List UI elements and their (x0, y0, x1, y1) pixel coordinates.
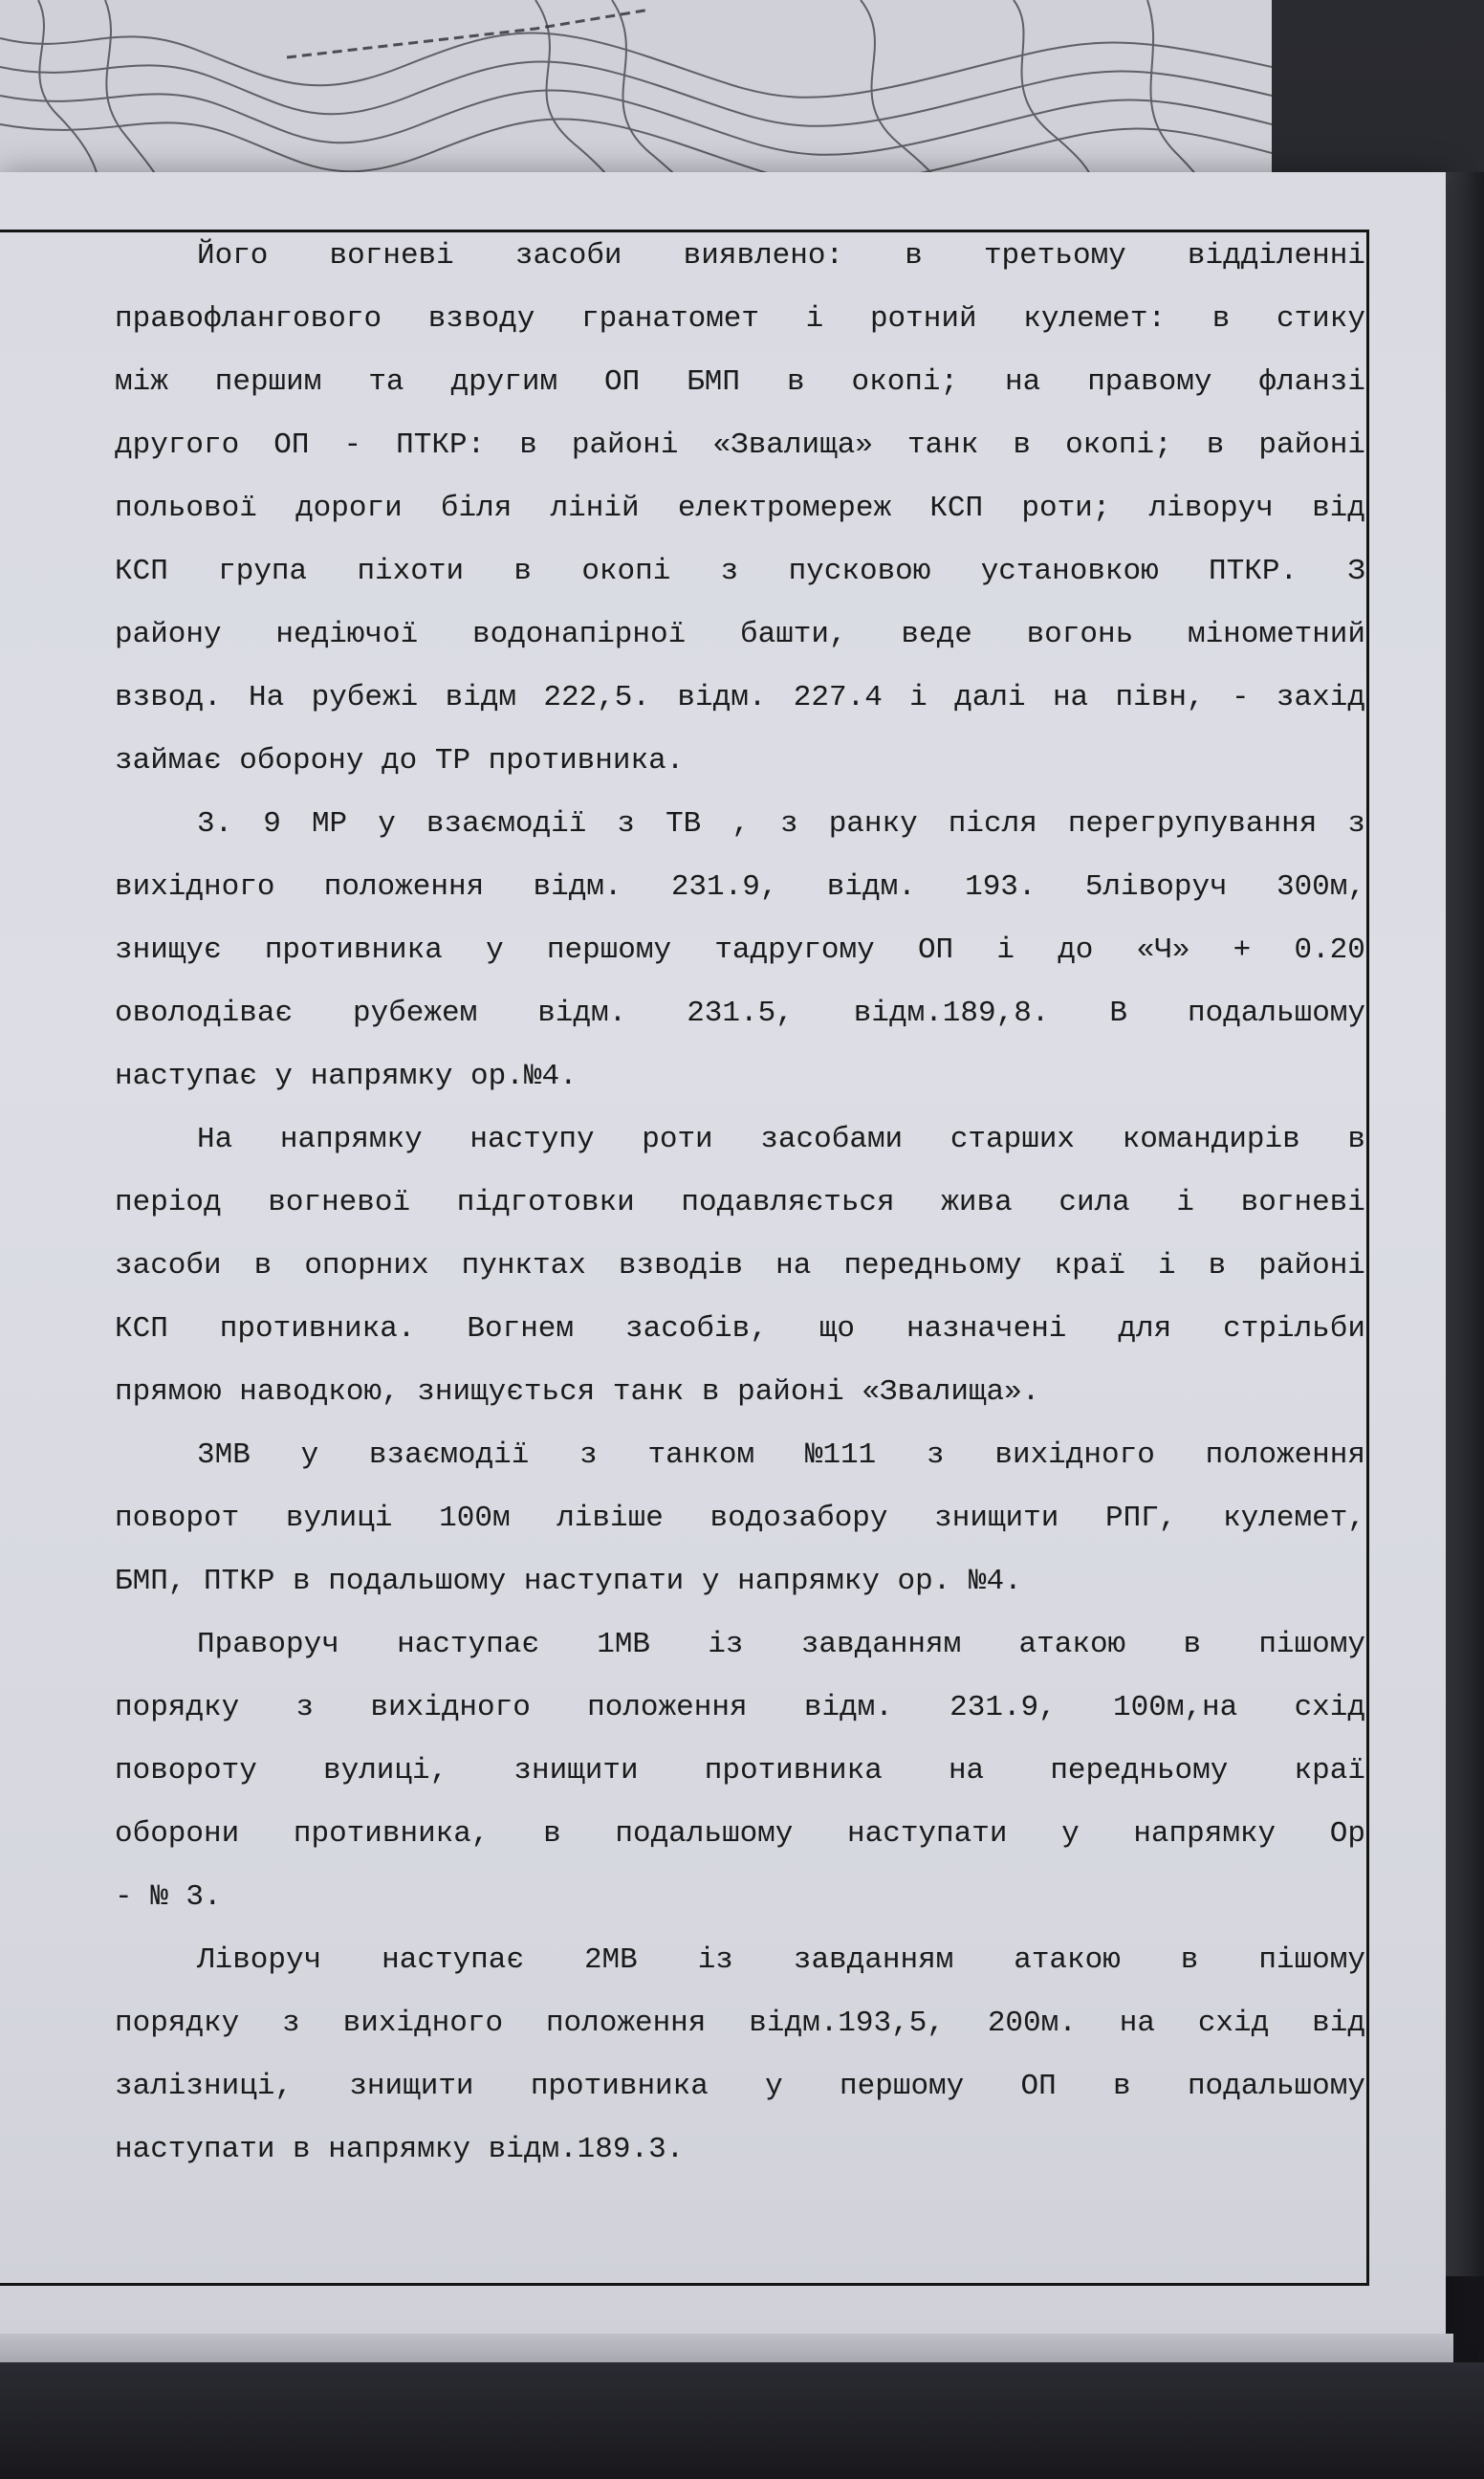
word: відм.189,8. (853, 997, 1050, 1030)
word: ліній (550, 492, 640, 525)
word: ОП (273, 428, 310, 462)
word: 3. (197, 807, 233, 841)
word: з (295, 1691, 315, 1724)
word: окопі (581, 555, 671, 588)
word: 3МВ (197, 1438, 251, 1472)
word: 3. (186, 1880, 222, 1914)
word: танк (906, 428, 979, 462)
word: взаємодії (368, 1438, 530, 1472)
word: танк (612, 1375, 685, 1409)
word: вихідного (342, 2007, 504, 2040)
word: до (382, 744, 418, 778)
word: Праворуч (197, 1628, 339, 1661)
word: напрямку (328, 2133, 471, 2166)
text-line (115, 1298, 1365, 1361)
word: командирів (1122, 1123, 1300, 1156)
word: наводкою, (239, 1375, 400, 1409)
word: відм. (803, 1691, 893, 1724)
word: порядку (115, 1691, 240, 1724)
word: З (1347, 555, 1365, 588)
word: вихідного (994, 1438, 1155, 1472)
word: з (1347, 807, 1365, 841)
text-line (115, 1108, 1365, 1172)
word: передньому (1050, 1754, 1229, 1788)
word: ротний (869, 302, 977, 336)
word: положення (323, 870, 485, 904)
word: положення (1205, 1438, 1365, 1472)
word: другим (450, 365, 558, 399)
word: оборону (239, 744, 364, 778)
word: з (617, 807, 636, 841)
word: наступати (847, 1817, 1008, 1851)
word: виявлено: (683, 239, 844, 273)
word: 227.4 (793, 681, 883, 714)
word: №4. (968, 1565, 1022, 1598)
word: і (909, 681, 928, 714)
text-line (115, 603, 1365, 667)
text-line (115, 414, 1365, 477)
text-line (115, 793, 1365, 856)
word: БМП (687, 365, 740, 399)
word: башти, (740, 618, 847, 651)
word: установкою (980, 555, 1159, 588)
word: та (368, 365, 404, 399)
word: вогонь (1026, 618, 1134, 651)
word: Ліворуч (197, 1943, 322, 1977)
word: відм.189.3. (488, 2133, 685, 2166)
word: у (300, 1438, 319, 1472)
word: знищити (934, 1502, 1059, 1535)
word: МР (311, 807, 348, 841)
word: Ор (1329, 1817, 1365, 1851)
word: РПГ, (1105, 1502, 1177, 1535)
word: в (253, 1249, 273, 1283)
word: період (115, 1186, 222, 1219)
word: після (948, 807, 1037, 841)
word: у (1061, 1817, 1080, 1851)
word: в (293, 2133, 311, 2166)
word: мінометний (1187, 618, 1365, 651)
word: в (519, 428, 537, 462)
text-line (115, 1992, 1365, 2055)
word: сила (1058, 1186, 1130, 1219)
word: пунктах (461, 1249, 586, 1283)
word: що (818, 1312, 855, 1346)
word: на (948, 1754, 985, 1788)
word: На (197, 1123, 233, 1156)
word: дороги (295, 492, 403, 525)
word: порядку (115, 2007, 240, 2040)
word: 100м,на (1113, 1691, 1238, 1724)
word: положення (545, 2007, 707, 2040)
word: наступає (382, 1943, 524, 1977)
word: 231.5, (687, 997, 794, 1030)
word: з (720, 555, 739, 588)
word: на (1119, 2007, 1155, 2040)
word: відм.193,5, (749, 2007, 945, 2040)
word: окопі; (851, 365, 959, 399)
text-line (115, 919, 1365, 982)
word: районі (571, 428, 679, 462)
document-page (0, 172, 1446, 2362)
word: першому (840, 2070, 965, 2103)
word: від (1312, 492, 1365, 525)
word: КСП (115, 555, 168, 588)
word: ПТКР (204, 1565, 275, 1598)
word: підготовки (456, 1186, 635, 1219)
word: і (1176, 1186, 1195, 1219)
word: передньому (843, 1249, 1022, 1283)
word: ранку (828, 807, 918, 841)
word: другого (115, 428, 240, 462)
word: 100м (439, 1502, 511, 1535)
word: противника. (219, 1312, 416, 1346)
word: «Ч» (1136, 933, 1190, 967)
word: ор.№4. (470, 1060, 578, 1093)
word: напрямку (737, 1565, 880, 1598)
word: з (282, 2007, 300, 2040)
word: районі (1258, 428, 1365, 462)
text-line (115, 1172, 1365, 1235)
text-line (115, 225, 1365, 288)
word: Вогнем (467, 1312, 575, 1346)
word: 2МВ (583, 1943, 638, 1977)
word: пішому (1258, 1943, 1365, 1977)
word: засоби (514, 239, 622, 273)
word: ОП (917, 933, 954, 967)
word: вихідного (115, 870, 275, 904)
word: в (1113, 2070, 1131, 2103)
word: у (765, 2070, 783, 2103)
word: 200м. (987, 2007, 1077, 2040)
word: правому (1087, 365, 1212, 399)
word: В (1109, 997, 1127, 1030)
word: противника (530, 2070, 709, 2103)
text-line (115, 1045, 1365, 1108)
word: БМП, (115, 1565, 186, 1598)
word: рубежі (311, 681, 419, 714)
word: взводів (618, 1249, 744, 1283)
word: подавляється (681, 1186, 895, 1219)
word: засоби (115, 1249, 222, 1283)
text-line (115, 1929, 1365, 1992)
word: вулиці (285, 1502, 393, 1535)
word: роти (642, 1123, 713, 1156)
word: залізниці, (115, 2070, 294, 2103)
word: + (1233, 933, 1252, 967)
word: районі (737, 1375, 844, 1409)
text-line (115, 1235, 1365, 1298)
text-line (115, 1803, 1365, 1866)
word: кулемет, (1223, 1502, 1365, 1535)
word: На (249, 681, 285, 714)
word: назначені (906, 1312, 1067, 1346)
word: відм (445, 681, 517, 714)
word: взаємодії (426, 807, 587, 841)
word: в (1183, 1628, 1202, 1661)
word: «Звалища» (712, 428, 873, 462)
word: в (513, 555, 532, 588)
word: першому (546, 933, 672, 967)
text-line (115, 856, 1365, 919)
word: подальшому (1187, 997, 1365, 1030)
word: положення (587, 1691, 748, 1724)
word: кулемет: (1023, 302, 1167, 336)
word: 231.9, (670, 870, 778, 904)
word: перегрупування (1067, 807, 1318, 841)
word: пусковою (788, 555, 931, 588)
word: схід (1294, 1691, 1365, 1724)
word: наступати (115, 2133, 275, 2166)
word: оволодіває (115, 997, 294, 1030)
word: ор. (897, 1565, 951, 1598)
word: знищується (417, 1375, 596, 1409)
word: противника. (488, 744, 685, 778)
word: подальшому (328, 1565, 507, 1598)
word: 5ліворуч (1084, 870, 1228, 904)
word: півн, (1115, 681, 1205, 714)
text-line (115, 667, 1365, 730)
word: подальшому (615, 1817, 794, 1851)
word: в (543, 1817, 561, 1851)
word: атакою (1014, 1943, 1121, 1977)
word: в (293, 1565, 311, 1598)
word: електромереж (677, 492, 892, 525)
word: краї (1294, 1754, 1365, 1788)
word: у (274, 1060, 294, 1093)
word: напрямку (1133, 1817, 1277, 1851)
word: ТВ (666, 807, 702, 841)
word: стику (1276, 302, 1365, 336)
word: в (786, 365, 805, 399)
word: відділенні (1187, 239, 1365, 273)
word: вихідного (370, 1691, 531, 1724)
word: старших (949, 1123, 1076, 1156)
word: в (1206, 428, 1225, 462)
word: подальшому (1187, 2070, 1365, 2103)
word: краї (1054, 1249, 1125, 1283)
word: знищити (513, 1754, 639, 1788)
word: прямою (115, 1375, 222, 1409)
word: ТР (434, 744, 471, 778)
word: недіючої (275, 618, 419, 651)
document-text (115, 225, 1365, 2182)
word: знищити (349, 2070, 474, 2103)
page-edge-shadow (1446, 172, 1484, 2276)
word: рубежем (353, 997, 478, 1030)
word: в (905, 239, 923, 273)
word: взводу (427, 302, 535, 336)
word: на (1052, 681, 1089, 714)
word: засобами (760, 1123, 904, 1156)
text-line (115, 1424, 1365, 1487)
word: для (1118, 1312, 1172, 1346)
word: 222,5. (543, 681, 651, 714)
word: у (378, 807, 396, 841)
text-line (115, 730, 1365, 793)
text-line (115, 2055, 1365, 2118)
word: відм. (533, 870, 622, 904)
word: першим (214, 365, 322, 399)
word: відм. (537, 997, 627, 1030)
word: ліворуч (1148, 492, 1274, 525)
word: району (115, 618, 222, 651)
word: відм. (826, 870, 916, 904)
word: напрямку (279, 1123, 423, 1156)
word: і (996, 933, 1015, 967)
word: вогневі (329, 239, 454, 273)
text-line (115, 1866, 1365, 1929)
word: 193. (965, 870, 1037, 904)
word: «Звалища». (862, 1375, 1040, 1409)
word: наступу (469, 1123, 595, 1156)
word: 1МВ (597, 1628, 651, 1661)
word: противника (264, 933, 443, 967)
word: наступати (523, 1565, 685, 1598)
word: лівіше (556, 1502, 664, 1535)
word: - (343, 428, 362, 462)
word: від (1312, 2007, 1365, 2040)
word: вогневі (1240, 1186, 1365, 1219)
text-line (115, 982, 1365, 1045)
text-line (115, 2118, 1365, 2182)
word: ОП (1020, 2070, 1057, 2103)
word: 300м, (1276, 870, 1365, 904)
word: 231.9, (949, 1691, 1057, 1724)
word: група (218, 555, 308, 588)
word: наступає (397, 1628, 539, 1661)
word: з (780, 807, 798, 841)
word: атакою (1018, 1628, 1126, 1661)
text-line (115, 1677, 1365, 1740)
word: у (701, 1565, 720, 1598)
word: опорних (304, 1249, 429, 1283)
word: завданням (793, 1943, 954, 1977)
word: в (1347, 1123, 1365, 1156)
word: засобів, (624, 1312, 768, 1346)
word: ОП (604, 365, 641, 399)
text-line (115, 540, 1365, 603)
table-surface (0, 2362, 1484, 2479)
word: і (1157, 1249, 1176, 1283)
word: у (486, 933, 504, 967)
text-line (115, 1361, 1365, 1424)
word: займає (115, 744, 222, 778)
word: поворот (115, 1502, 240, 1535)
word: третьому (983, 239, 1126, 273)
word: жива (941, 1186, 1013, 1219)
text-line (115, 477, 1365, 540)
word: із (708, 1628, 744, 1661)
word: танком (647, 1438, 755, 1472)
word: в (1013, 428, 1032, 462)
word: з (927, 1438, 945, 1472)
word: піхоти (357, 555, 465, 588)
word: противника (704, 1754, 883, 1788)
word: схід (1197, 2007, 1270, 2040)
word: КСП (929, 492, 984, 525)
word: оборони (115, 1817, 240, 1851)
word: веде (901, 618, 972, 651)
word: з (579, 1438, 598, 1472)
text-line (115, 288, 1365, 351)
word: польової (115, 492, 257, 525)
word: вогневої (268, 1186, 411, 1219)
word: 9 (263, 807, 281, 841)
word: в (1180, 1943, 1199, 1977)
word: біля (440, 492, 513, 525)
word: в (701, 1375, 720, 1409)
text-line (115, 1550, 1365, 1613)
word: водонапірної (471, 618, 687, 651)
word: - (1231, 681, 1250, 714)
word: вулиці, (322, 1754, 448, 1788)
word: в (1208, 1249, 1227, 1283)
word: Його (197, 239, 269, 273)
word: із (697, 1943, 733, 1977)
word: роти; (1021, 492, 1111, 525)
word: стрільби (1223, 1312, 1365, 1346)
word: , (731, 807, 750, 841)
word: наступає (115, 1060, 257, 1093)
word: на (1005, 365, 1041, 399)
word: водозабору (709, 1502, 888, 1535)
word: ПТКР: (396, 428, 486, 462)
word: до (1058, 933, 1094, 967)
word: завданням (800, 1628, 962, 1661)
word: противника, (293, 1817, 490, 1851)
word: ПТКР. (1209, 555, 1298, 588)
text-line (115, 1740, 1365, 1803)
word: взвод. (115, 681, 222, 714)
word: районі (1258, 1249, 1365, 1283)
word: пішому (1258, 1628, 1365, 1661)
word: правофлангового (115, 302, 382, 336)
word: тадругому (714, 933, 875, 967)
word: №111 (804, 1438, 877, 1472)
word: КСП (115, 1312, 168, 1346)
word: повороту (115, 1754, 257, 1788)
text-line (115, 1487, 1365, 1550)
word: гранатомет (580, 302, 760, 336)
word: 0.20 (1294, 933, 1365, 967)
text-line (115, 351, 1365, 414)
word: в (1211, 302, 1231, 336)
word: між (115, 365, 168, 399)
word: напрямку (310, 1060, 453, 1093)
word: захід (1276, 681, 1365, 714)
word: знищує (115, 933, 222, 967)
word: відм. (677, 681, 767, 714)
word: і (805, 302, 824, 336)
word: далі (954, 681, 1026, 714)
word: - (115, 1880, 133, 1914)
text-line (115, 1613, 1365, 1677)
word: окопі; (1065, 428, 1172, 462)
word: на (775, 1249, 812, 1283)
word: фланзі (1258, 365, 1365, 399)
word: № (150, 1880, 168, 1914)
